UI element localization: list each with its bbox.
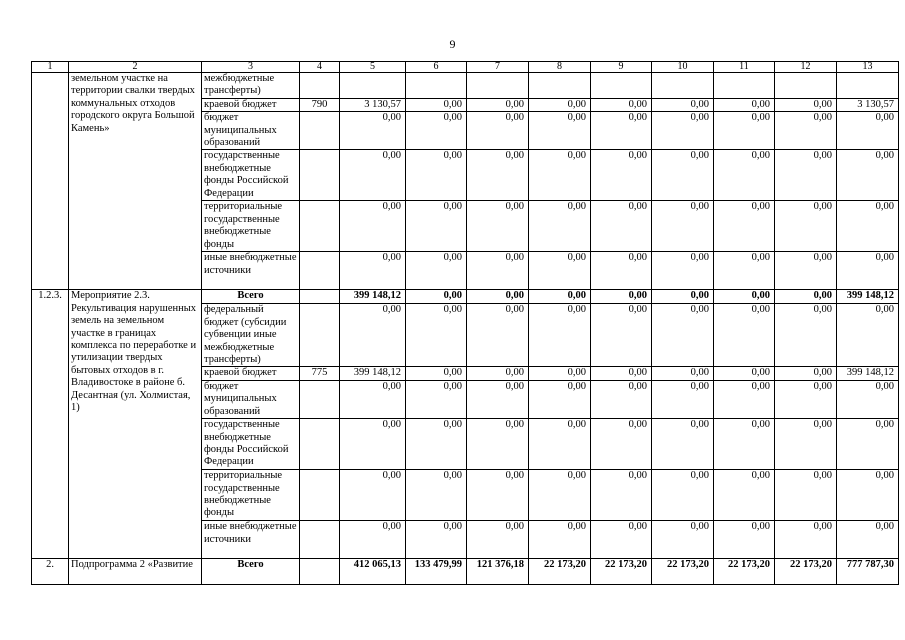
funding-source: иные внебюджетные источники — [202, 521, 300, 559]
amount-cell: 0,00 — [529, 419, 591, 470]
amount-cell: 0,00 — [340, 150, 406, 201]
amount-cell: 0,00 — [591, 380, 652, 418]
amount-cell: 0,00 — [714, 419, 775, 470]
amount-cell: 0,00 — [467, 201, 529, 252]
budget-code — [300, 150, 340, 201]
amount-cell: 0,00 — [837, 304, 899, 367]
amount-cell: 0,00 — [652, 252, 714, 290]
amount-cell: 0,00 — [406, 112, 467, 150]
amount-cell: 0,00 — [340, 252, 406, 290]
budget-code — [300, 521, 340, 559]
amount-cell — [406, 73, 467, 99]
amount-cell: 0,00 — [591, 304, 652, 367]
column-header: 2 — [69, 62, 202, 73]
amount-cell: 0,00 — [529, 304, 591, 367]
budget-code — [300, 201, 340, 252]
amount-cell: 0,00 — [467, 150, 529, 201]
header-row — [32, 62, 899, 73]
amount-cell: 0,00 — [714, 112, 775, 150]
budget-code — [300, 304, 340, 367]
funding-source: краевой бюджет — [202, 98, 300, 111]
amount-cell: 0,00 — [837, 470, 899, 521]
amount-cell: 22 173,20 — [775, 559, 837, 585]
amount-cell — [529, 73, 591, 99]
amount-cell: 0,00 — [340, 201, 406, 252]
amount-cell: 0,00 — [467, 252, 529, 290]
budget-code — [300, 380, 340, 418]
budget-code — [300, 73, 340, 99]
amount-cell: 399 148,12 — [340, 290, 406, 304]
amount-cell: 399 148,12 — [837, 290, 899, 304]
amount-cell — [775, 73, 837, 99]
amount-cell: 0,00 — [591, 112, 652, 150]
amount-cell: 0,00 — [406, 521, 467, 559]
amount-cell: 0,00 — [591, 150, 652, 201]
budget-code — [300, 112, 340, 150]
column-header: 3 — [202, 62, 300, 73]
amount-cell: 0,00 — [467, 521, 529, 559]
amount-cell: 0,00 — [406, 470, 467, 521]
amount-cell: 0,00 — [775, 470, 837, 521]
amount-cell: 0,00 — [652, 419, 714, 470]
amount-cell: 0,00 — [837, 252, 899, 290]
funding-source: межбюджетные трансферты) — [202, 73, 300, 99]
amount-cell: 0,00 — [652, 304, 714, 367]
amount-cell: 0,00 — [652, 521, 714, 559]
amount-cell: 3 130,57 — [340, 98, 406, 111]
amount-cell: 0,00 — [714, 380, 775, 418]
funding-source: Всего — [202, 559, 300, 585]
amount-cell: 0,00 — [652, 367, 714, 380]
amount-cell: 22 173,20 — [591, 559, 652, 585]
amount-cell: 0,00 — [529, 98, 591, 111]
amount-cell: 0,00 — [714, 304, 775, 367]
amount-cell: 0,00 — [340, 380, 406, 418]
funding-source: территориальные государственные внебюджетные фонды — [202, 470, 300, 521]
amount-cell: 0,00 — [775, 380, 837, 418]
amount-cell: 0,00 — [406, 150, 467, 201]
amount-cell: 0,00 — [714, 201, 775, 252]
amount-cell: 0,00 — [714, 98, 775, 111]
amount-cell: 0,00 — [714, 521, 775, 559]
amount-cell: 0,00 — [591, 201, 652, 252]
amount-cell: 0,00 — [406, 380, 467, 418]
funding-source: территориальные государственные внебюджетные фонды — [202, 201, 300, 252]
amount-cell: 0,00 — [591, 252, 652, 290]
column-header: 6 — [406, 62, 467, 73]
funding-source: бюджет муниципальных образований — [202, 112, 300, 150]
amount-cell: 0,00 — [529, 380, 591, 418]
amount-cell: 0,00 — [340, 419, 406, 470]
funding-source: бюджет муниципальных образований — [202, 380, 300, 418]
amount-cell: 3 130,57 — [837, 98, 899, 111]
funding-source: государственные внебюджетные фонды Российской Федерации — [202, 419, 300, 470]
amount-cell: 0,00 — [591, 521, 652, 559]
amount-cell: 0,00 — [775, 98, 837, 111]
amount-cell: 0,00 — [529, 112, 591, 150]
amount-cell: 0,00 — [837, 521, 899, 559]
table-row — [32, 73, 899, 99]
amount-cell: 0,00 — [714, 367, 775, 380]
amount-cell: 0,00 — [591, 367, 652, 380]
amount-cell: 0,00 — [714, 252, 775, 290]
amount-cell: 0,00 — [775, 252, 837, 290]
amount-cell: 0,00 — [467, 470, 529, 521]
column-header: 5 — [340, 62, 406, 73]
amount-cell: 0,00 — [775, 201, 837, 252]
budget-code: 790 — [300, 98, 340, 111]
amount-cell: 0,00 — [775, 150, 837, 201]
amount-cell: 22 173,20 — [714, 559, 775, 585]
amount-cell: 0,00 — [837, 419, 899, 470]
amount-cell: 0,00 — [837, 150, 899, 201]
amount-cell: 0,00 — [775, 367, 837, 380]
amount-cell: 0,00 — [775, 521, 837, 559]
measure-name: земельном участке на территории свалки твердых коммунальных отходов городского округа Большой Камень» — [69, 73, 202, 290]
amount-cell: 0,00 — [652, 380, 714, 418]
amount-cell: 0,00 — [652, 112, 714, 150]
amount-cell: 0,00 — [340, 470, 406, 521]
amount-cell: 0,00 — [406, 367, 467, 380]
funding-source: государственные внебюджетные фонды Российской Федерации — [202, 150, 300, 201]
amount-cell: 22 173,20 — [652, 559, 714, 585]
table-row — [32, 290, 899, 304]
amount-cell: 0,00 — [467, 380, 529, 418]
amount-cell: 0,00 — [652, 470, 714, 521]
amount-cell: 0,00 — [406, 304, 467, 367]
budget-table — [31, 61, 899, 585]
funding-source: краевой бюджет — [202, 367, 300, 380]
amount-cell: 0,00 — [652, 98, 714, 111]
budget-code — [300, 470, 340, 521]
column-header: 8 — [529, 62, 591, 73]
amount-cell: 0,00 — [340, 521, 406, 559]
budget-code — [300, 419, 340, 470]
amount-cell: 399 148,12 — [837, 367, 899, 380]
amount-cell — [652, 73, 714, 99]
amount-cell: 0,00 — [406, 252, 467, 290]
column-header: 9 — [591, 62, 652, 73]
column-header: 4 — [300, 62, 340, 73]
amount-cell: 0,00 — [529, 201, 591, 252]
row-number: 1.2.3. — [32, 290, 69, 559]
amount-cell: 0,00 — [529, 252, 591, 290]
amount-cell: 0,00 — [340, 304, 406, 367]
amount-cell: 0,00 — [467, 367, 529, 380]
amount-cell: 777 787,30 — [837, 559, 899, 585]
funding-source: иные внебюджетные источники — [202, 252, 300, 290]
amount-cell — [591, 73, 652, 99]
amount-cell: 0,00 — [591, 290, 652, 304]
amount-cell: 399 148,12 — [340, 367, 406, 380]
amount-cell: 121 376,18 — [467, 559, 529, 585]
amount-cell: 0,00 — [591, 470, 652, 521]
amount-cell: 0,00 — [406, 201, 467, 252]
row-number — [32, 73, 69, 290]
amount-cell: 0,00 — [652, 290, 714, 304]
amount-cell: 0,00 — [837, 201, 899, 252]
amount-cell: 0,00 — [591, 98, 652, 111]
row-number: 2. — [32, 559, 69, 585]
column-header: 12 — [775, 62, 837, 73]
column-header: 11 — [714, 62, 775, 73]
table-row — [32, 559, 899, 585]
amount-cell — [837, 73, 899, 99]
amount-cell: 0,00 — [714, 150, 775, 201]
amount-cell: 0,00 — [406, 419, 467, 470]
amount-cell: 0,00 — [340, 112, 406, 150]
column-header: 10 — [652, 62, 714, 73]
measure-name: Подпрограмма 2 «Развитие — [69, 559, 202, 585]
amount-cell: 0,00 — [652, 201, 714, 252]
amount-cell — [467, 73, 529, 99]
budget-code — [300, 559, 340, 585]
column-header: 7 — [467, 62, 529, 73]
funding-source: Всего — [202, 290, 300, 304]
amount-cell: 0,00 — [406, 290, 467, 304]
amount-cell: 0,00 — [529, 290, 591, 304]
amount-cell: 0,00 — [529, 150, 591, 201]
amount-cell: 0,00 — [467, 98, 529, 111]
budget-code: 775 — [300, 367, 340, 380]
amount-cell: 0,00 — [837, 112, 899, 150]
amount-cell: 0,00 — [406, 98, 467, 111]
amount-cell — [714, 73, 775, 99]
amount-cell: 22 173,20 — [529, 559, 591, 585]
amount-cell: 0,00 — [714, 290, 775, 304]
amount-cell: 412 065,13 — [340, 559, 406, 585]
amount-cell: 133 479,99 — [406, 559, 467, 585]
amount-cell: 0,00 — [467, 419, 529, 470]
amount-cell: 0,00 — [714, 470, 775, 521]
amount-cell: 0,00 — [775, 290, 837, 304]
amount-cell: 0,00 — [467, 304, 529, 367]
amount-cell: 0,00 — [467, 112, 529, 150]
amount-cell: 0,00 — [652, 150, 714, 201]
amount-cell: 0,00 — [775, 304, 837, 367]
budget-code — [300, 252, 340, 290]
amount-cell: 0,00 — [529, 470, 591, 521]
budget-code — [300, 290, 340, 304]
column-header: 13 — [837, 62, 899, 73]
amount-cell: 0,00 — [529, 521, 591, 559]
page-number: 9 — [449, 37, 456, 51]
amount-cell: 0,00 — [529, 367, 591, 380]
amount-cell — [340, 73, 406, 99]
column-header: 1 — [32, 62, 69, 73]
amount-cell: 0,00 — [591, 419, 652, 470]
amount-cell: 0,00 — [775, 419, 837, 470]
amount-cell: 0,00 — [775, 112, 837, 150]
amount-cell: 0,00 — [837, 380, 899, 418]
measure-name: Мероприятие 2.3. Рекультивация нарушенных земель на земельном участке в границах комплекса по переработке и утилизации твердых бытовых отходов в г. Владивостоке в районе б. Десантная (ул. Холмистая, 1) — [69, 290, 202, 559]
funding-source: федеральный бюджет (субсидии субвенции иные межбюджетные трансферты) — [202, 304, 300, 367]
amount-cell: 0,00 — [467, 290, 529, 304]
